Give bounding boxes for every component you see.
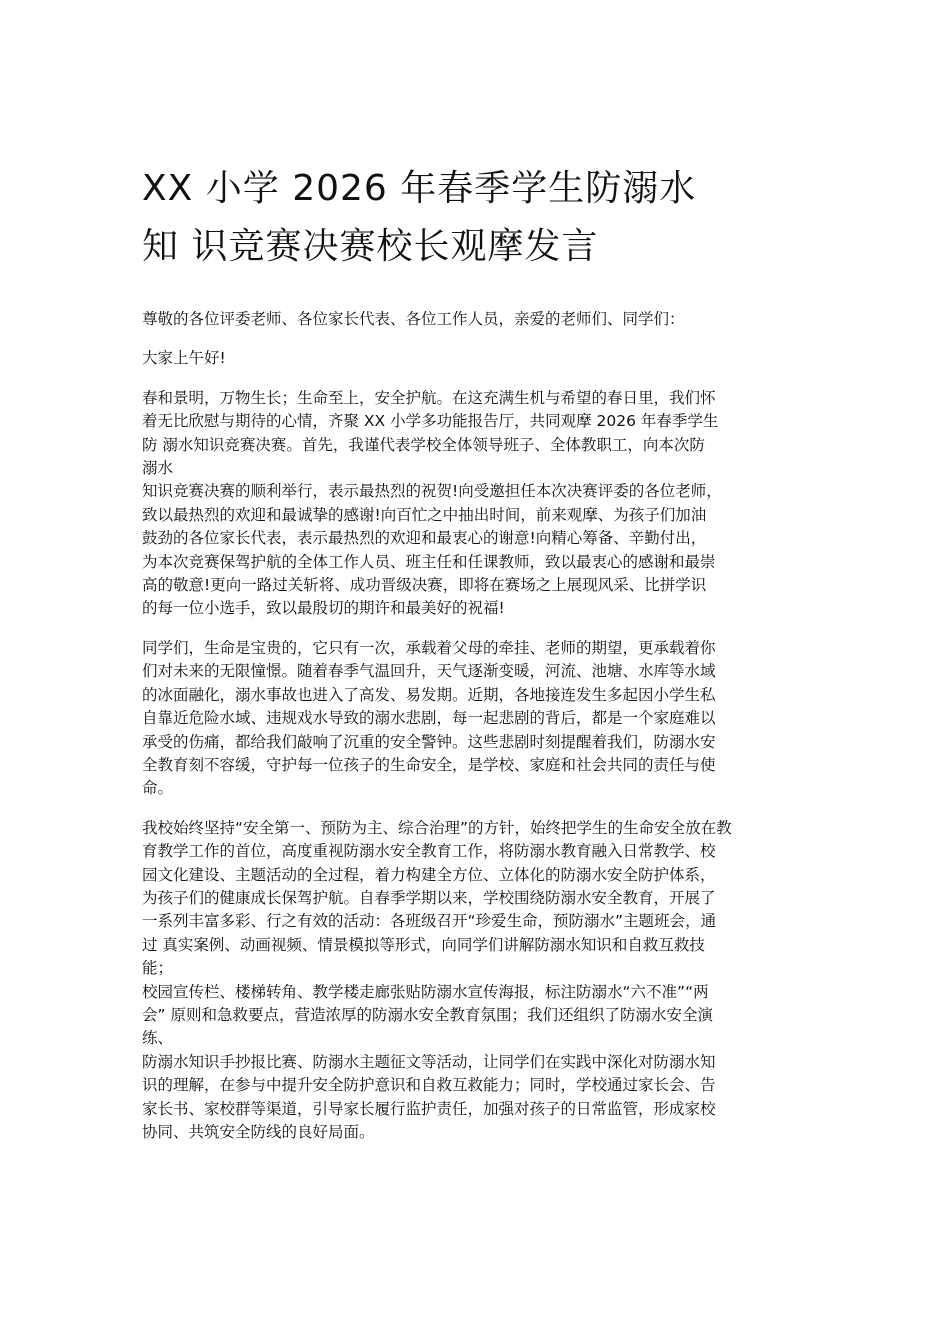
text-line: 一系列丰富多彩、行之有效的活动：各班级召开“珍爱生命，预防溺水”主题班会，通 — [142, 912, 717, 931]
title-line: XX 小学 2026 年春季学生防溺水 — [142, 168, 697, 209]
text-line: 春和景明，万物生长；生命至上，安全护航。在这充满生机与希望的春日里，我们怀 — [142, 388, 716, 407]
text-line: 全教育刻不容缓，守护每一位孩子的生命安全，是学校、家庭和社会共同的责任与使 — [142, 755, 716, 774]
text-line: 会” 原则和急救要点，营造浓厚的防溺水安全教育氛围；我们还组织了防溺水安全演 — [142, 1005, 713, 1024]
text-line: 家长书、家校群等渠道，引导家长履行监护责任，加强对孩子的日常监管，形成家校 — [142, 1099, 716, 1118]
text-line: 高的敬意!更向一路过关斩将、成功晋级决赛，即将在赛场之上展现风采、比拼学识 — [142, 576, 707, 595]
greeting-paragraph — [142, 347, 822, 370]
text-line: 们对未来的无限憧憬。随着春季气温回升，天气逐渐变暖，河流、池塘、水库等水域 — [142, 662, 716, 681]
text-line: 为孩子们的健康成长保驾护航。自春季学期以来，学校围绕防溺水安全教育，开展了 — [142, 888, 716, 907]
text-line: 的每一位小选手，致以最殷切的期许和最美好的祝福! — [142, 599, 505, 618]
text-line: 鼓劲的各位家长代表，表示最热烈的欢迎和最衷心的谢意!向精心筹备、辛勤付出， — [142, 529, 707, 548]
text-line: 校园宣传栏、楼梯转角、教学楼走廊张贴防溺水宣传海报，标注防溺水“六不准”“两 — [142, 982, 709, 1001]
text-line: 育教学工作的首位，高度重视防溺水安全教育工作，将防溺水教育融入日常教学、校 — [142, 842, 716, 861]
text-line: 防 溺水知识竞赛决赛。首先，我谨代表学校全体领导班子、全体教职工，向本次防 — [142, 435, 705, 454]
text-line: 同学们，生命是宝贵的，它只有一次，承载着父母的牵挂、老师的期望，更承载着你 — [142, 638, 716, 657]
text-line: 我校始终坚持“安全第一、预防为主、综合治理”的方针，始终把学生的生命安全放在教 — [142, 818, 732, 837]
text-line: 自靠近危险水域、违规戏水导致的溺水悲剧，每一起悲剧的背后，都是一个家庭难以 — [142, 709, 716, 728]
text-line: 知识竞赛决赛的顺利举行，表示最热烈的祝贺!向受邀担任本次决赛评委的各位老师， — [142, 482, 722, 501]
paragraph-2 — [142, 637, 822, 801]
text-line: 防溺水知识手抄报比赛、防溺水主题征文等活动，让同学们在实践中深化对防溺水知 — [142, 1052, 716, 1071]
text-line: 识的理解，在参与中提升安全防护意识和自救互救能力；同时，学校通过家长会、告 — [142, 1076, 716, 1095]
text-line: 着无比欣慰与期待的心情，齐聚 XX 小学多功能报告厅，共同观摩 2026 年春季学生 — [142, 412, 719, 431]
text-line: 溺水 — [142, 459, 174, 478]
text-line: 命。 — [142, 779, 174, 798]
salutation-paragraph — [142, 308, 822, 331]
greeting-line: 大家上午好! — [142, 349, 226, 368]
text-line: 为本次竞赛保驾护航的全体工作人员、班主任和任课教师，致以最衷心的感谢和最崇 — [142, 552, 716, 571]
title-line: 知 识竞赛决赛校长观摩发言 — [142, 226, 599, 267]
text-line: 协同、共筑安全防线的良好局面。 — [142, 1123, 375, 1141]
text-line: 过 真实案例、动画视频、情景模拟等形式，向同学们讲解防溺水知识和自救互救技 — [142, 935, 705, 954]
text-line: 园文化建设、主题活动的全过程，着力构建全方位、立体化的防溺水安全防护体系， — [142, 865, 716, 884]
text-line: 承受的伤痛，都给我们敲响了沉重的安全警钟。这些悲剧时刻提醒着我们，防溺水安 — [142, 732, 716, 751]
paragraph-3 — [142, 817, 822, 1145]
document-title — [142, 160, 842, 276]
document-body — [142, 308, 822, 1144]
text-line: 练、 — [142, 1029, 174, 1048]
text-line: 的冰面融化，溺水事故也进入了高发、易发期。近期，各地接连发生多起因小学生私 — [142, 685, 716, 704]
salutation-line: 尊敬的各位评委老师、各位家长代表、各位工作人员，亲爱的老师们、同学们： — [142, 310, 685, 328]
paragraph-1 — [142, 387, 822, 621]
text-line: 致以最热烈的欢迎和最诚挚的感谢!向百忙之中抽出时间，前来观摩、为孩子们加油 — [142, 505, 707, 524]
text-line: 能； — [142, 959, 174, 978]
